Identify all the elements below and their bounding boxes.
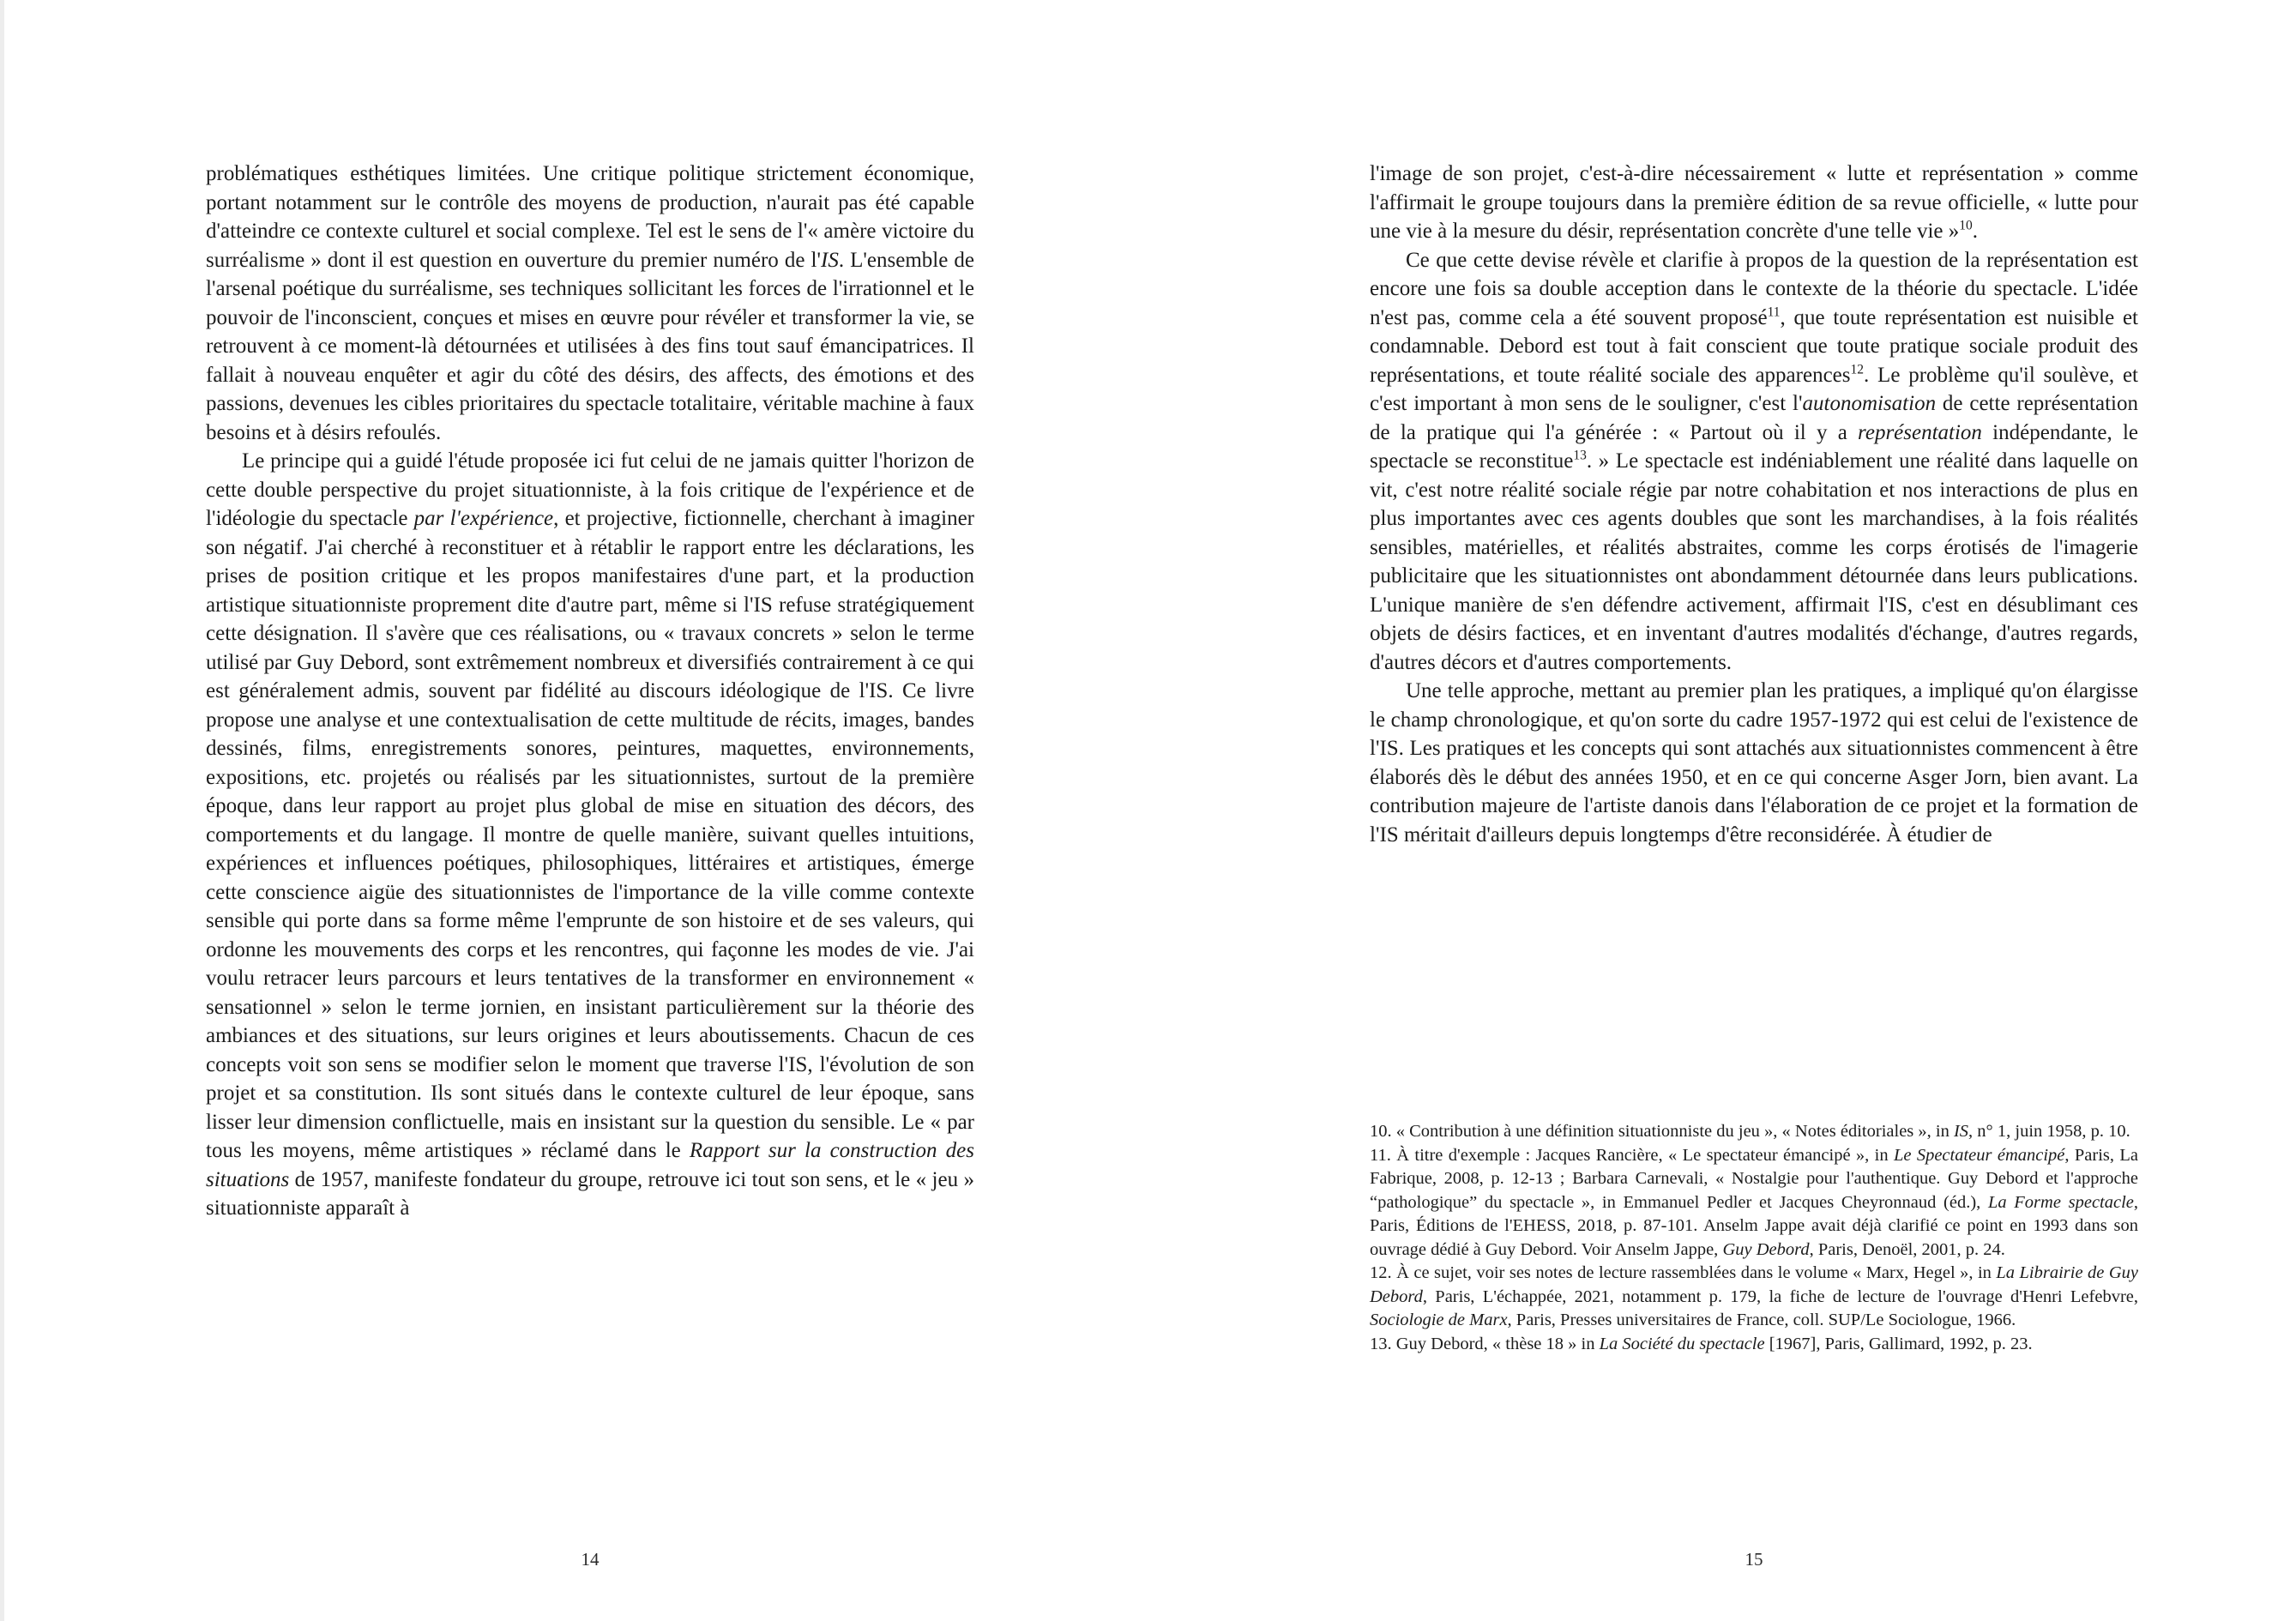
paragraph: problématiques esthétiques limitées. Une critique politique strictement économique, portant notamment sur le contrôle des moyens de production, n'aurait pas été capable d'atteindre ce contexte culturel et social complexe. Tel est le sens de l'« amère victoire du surréalisme » dont il est question en ouverture du premier numéro de l'IS. L'ensemble de l'arsenal poétique du surréalisme, ses techniques sollicitant les forces de l'irrationnel et le pouvoir de l'inconscient, conçues et mises en œuvre pour révéler et transformer la vie, se retrouvent à ce moment-là détournées et utilisées à des fins tout sauf émancipatrices. Il fallait à nouveau enquêter et agir du côté des désirs, des affects, des émotions et des passions, devenues les cibles prioritaires du spectacle totalitaire, véritable machine à faux besoins et à désirs refoulés. <box>206 162 975 444</box>
page-body <box>1370 160 2138 849</box>
page-number: 15 <box>1745 1549 1763 1570</box>
footnote: 12. À ce sujet, voir ses notes de lecture rassemblées dans le volume « Marx, Hegel », in La Librairie de Guy Debord, Paris, L'échappée, 2021, notamment p. 179, la fiche de lecture de l'ouvrage d'Henri Lefebvre, Sociologie de Marx, Paris, Presses universitaires de France, coll. SUP/Le Sociologue, 1966. <box>1370 1263 2139 1329</box>
paragraph: Ce que cette devise révèle et clarifie à propos de la question de la représentation est encore une fois sa double acception dans le contexte de la théorie du spectacle. L'idée n'est pas, comme cela a été souvent proposé$^{11}$, que toute représentation est nuisible et condamnable. Debord est tout à fait conscient que toute pratique sociale produit des représentations, et toute réalité sociale des apparences$^{12}$. Le problème qu'il soulève, et c'est important à mon sens de le souligner, c'est l'autonomisation de cette représentation de la pratique qui l'a générée : « Partout où il y a représentation indépendante, le spectacle se reconstitue$^{13}$. » Le spectacle est indéniablement une réalité dans laquelle on vit, c'est notre réalité sociale régie par notre cohabitation et nos interactions de plus en plus importantes avec ces agents doubles que sont les marchandises, à la fois réalités sensibles, matérielles, et réalités abstraites, comme les corps érotisés de l'imagerie publicitaire que les situationnistes ont abondamment détournée dans leurs publications. L'unique manière de s'en défendre activement, affirmait l'IS, c'est en désublimant ces objets de désirs factices, et en inventant d'autres modalités d'échange, d'autres regards, d'autres décors et d'autres comportements. <box>1370 248 2138 674</box>
paragraph: Le principe qui a guidé l'étude proposée ici fut celui de ne jamais quitter l'horizon de cette double perspective du projet situationniste, à la fois critique de l'expérience et de l'idéologie du spectacle par l'expérience, et projective, fictionnelle, cherchant à imaginer son négatif. J'ai cherché à reconstituer et à rétablir le rapport entre les déclarations, les prises de position critique et les propos manifestaires d'une part, et la production artistique situationniste proprement dite d'autre part, même si l'IS refuse stratégiquement cette désignation. Il s'avère que ces réalisations, ou « travaux concrets » selon le terme utilisé par Guy Debord, sont extrêmement nombreux et diversifiés contrairement à ce qui est généralement admis, souvent par fidélité au discours idéologique de l'IS. Ce livre propose une analyse et une contextualisation de cette multitude de récits, images, bandes dessinés, films, enregistrements sonores, peintures, maquettes, environnements, expositions, etc. projetés ou réalisés par les situationnistes, surtout de la première époque, dans leur rapport au projet plus global de mise en situation des décors, des comportements et du langage. Il montre de quelle manière, suivant quelles intuitions, expériences et influences poétiques, philosophiques, littéraires et artistiques, émerge cette conscience aigüe des situationnistes de l'importance de la ville comme contexte sensible qui porte dans sa forme même l'emprunte de son histoire et de ses valeurs, qui ordonne les mouvements des corps et les rencontres, qui façonne les modes de vie. J'ai voulu retracer leurs parcours et leurs tentatives de la transformer en environnement « sensationnel » selon le terme jornien, en insistant particulièrement sur la théorie des ambiances et des situations, sur leurs origines et leurs aboutissements. Chacun de ces concepts voit son sens se modifier selon le moment que traverse l'IS, l'évolution de son projet et sa constitution. Ils sont situés dans le contexte culturel de leur époque, sans lisser leur dimension conflictuelle, mais en insistant sur la question du sensible. Le « par tous les moyens, même artistiques » réclamé dans le Rapport sur la construction des situations de 1957, manifeste fondateur du groupe, retrouve ici tout son sens, et le « jeu » situationniste apparaît à <box>206 449 974 1220</box>
footnotes <box>1370 1120 2138 1356</box>
page-number: 14 <box>581 1549 600 1570</box>
paragraph: Une telle approche, mettant au premier plan les pratiques, a impliqué qu'on élargisse le champ chronologique, et qu'on sorte du cadre 1957-1972 qui est celui de l'existence de l'IS. Les pratiques et les concepts qui sont attachés aux situationnistes commencent à être élaborés dès le début des années 1950, et en ce qui concerne Asger Jorn, bien avant. La contribution majeure de l'artiste danois dans l'élaboration de ce projet et la formation de l'IS méritait d'ailleurs depuis longtemps d'être reconsidérée. À étudier de <box>1370 679 2138 847</box>
page-body <box>206 160 974 1223</box>
paragraph: l'image de son projet, c'est-à-dire nécessairement « lutte et représentation » comme l'affirmait le groupe toujours dans la première édition de sa revue officielle, « lutte pour une vie à la mesure du désir, représentation concrète d'une telle vie »$^{10}$. <box>1370 162 2138 243</box>
footnote: 10. « Contribution à une définition situationniste du jeu », « Notes éditoriales », in IS, n° 1, juin 1958, p. 10. <box>1370 1122 2130 1141</box>
right-page <box>1148 0 2296 1621</box>
footnote: 11. À titre d'exemple : Jacques Rancière, « Le spectateur émancipé », in Le Spectateur émancipé, Paris, La Fabrique, 2008, p. 12-13 ; Barbara Carnevali, « Nostalgie pour l'authentique. Guy Debord et l'approche “pathologique” du spectacle », in Emmanuel Pedler et Jacques Cheyronnaud (éd.), La Forme spectacle, Paris, Éditions de l'EHESS, 2018, p. 87-101. Anselm Jappe avait déjà clarifié ce point en 1993 dans son ouvrage dédié à Guy Debord. Voir Anselm Jappe, Guy Debord, Paris, Denoël, 2001, p. 24. <box>1370 1145 2139 1259</box>
footnote: 13. Guy Debord, « thèse 18 » in La Société du spectacle [1967], Paris, Gallimard, 1992, p. 23. <box>1370 1334 2033 1353</box>
